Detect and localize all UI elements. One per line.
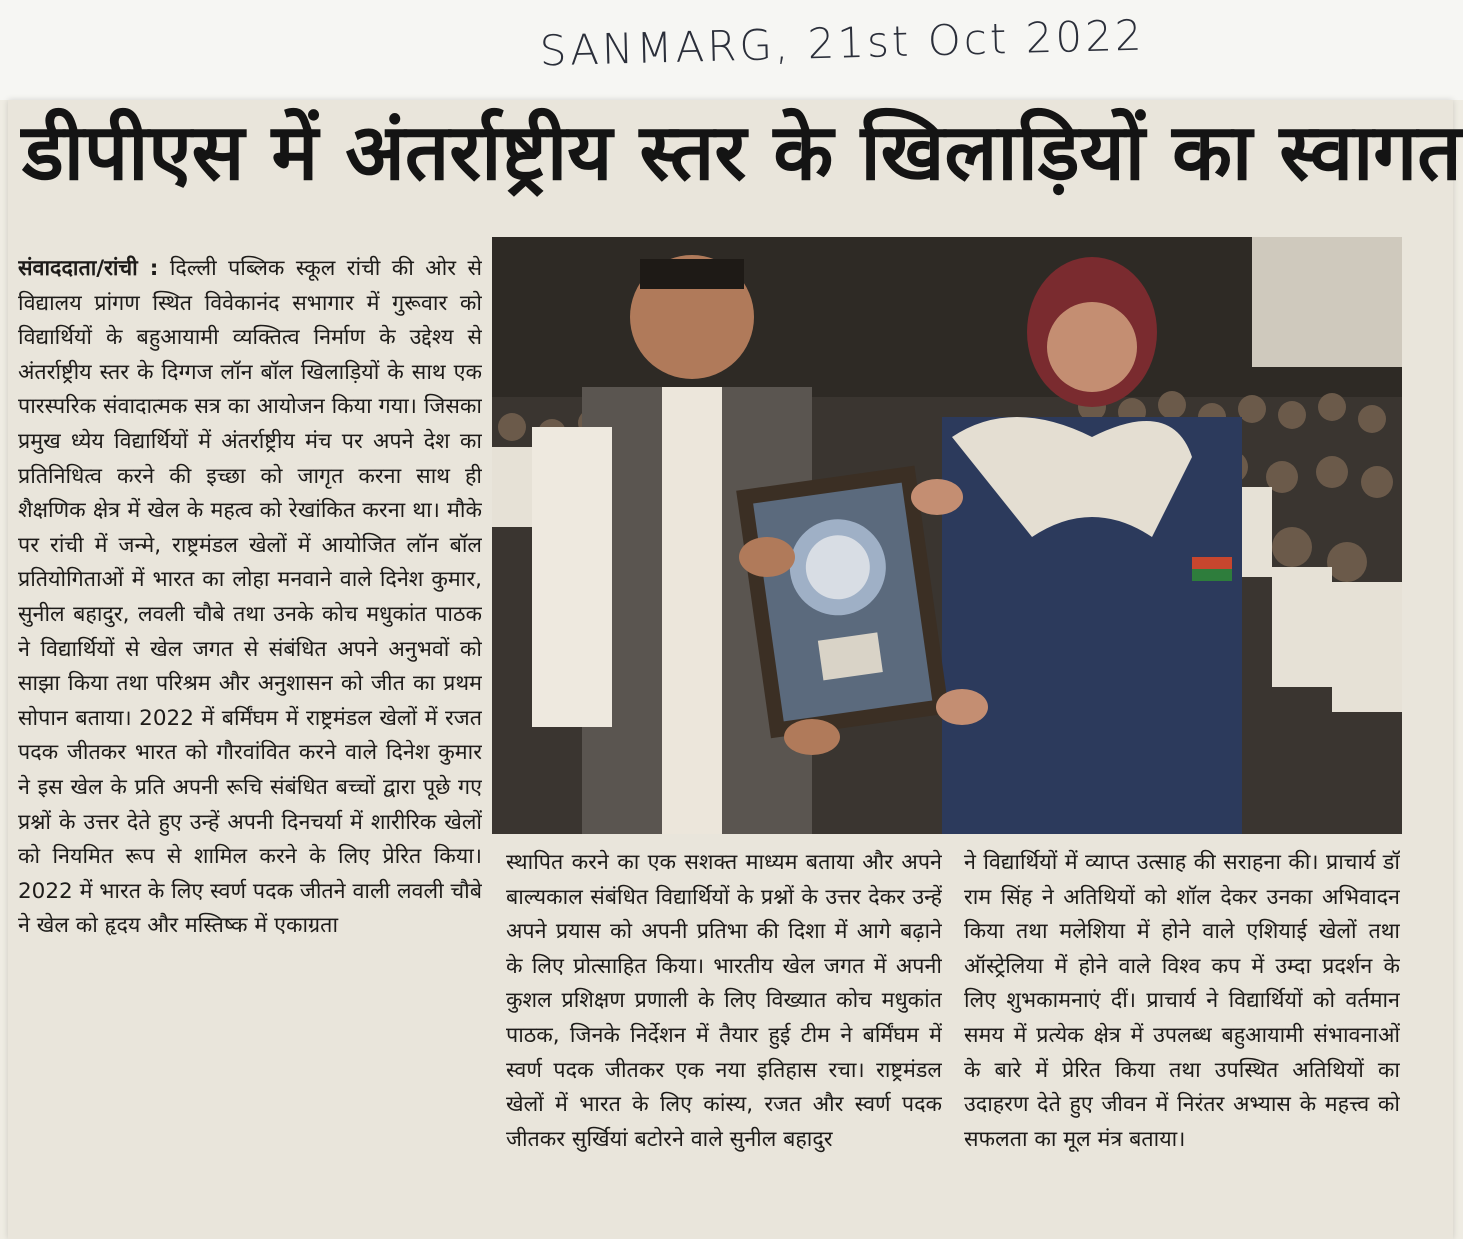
article-column-2: स्थापित करने का एक सशक्त माध्यम बताया और अपने बाल्यकाल संबंधित विद्यार्थियों के प्रश्नों के उत्तर देकर उन्हें अपने प्रयास को अपनी प्रतिभा की दिशा में आगे बढ़ाने के लिए प्रोत्साहित किया। भारतीय खेल जगत में अपनी कुशल प्रशिक्षण प्रणाली के लिए विख्यात कोच मधुकांत पाठक, जिनके निर्देशन में तैयार हुई टीम ने बर्मिंघम में स्वर्ण पदक जीतकर एक नया इतिहास रचा। राष्ट्रमंडल खेलों में भारत के लिए कांस्य, रजत और स्वर्ण पदक जीतकर सुर्खियां बटोरने वाले सुनील बहादुर: [506, 850, 942, 1152]
newspaper-clipping: [8, 100, 1462, 1239]
photo-illustration: [492, 237, 1402, 834]
column-1-text: दिल्ली पब्लिक स्कूल रांची की ओर से विद्यालय प्रांगण स्थित विवेकानंद सभागार में गुरूवार को विद्यार्थियों के बहुआयामी व्यक्तित्व निर्माण के उद्देश्य से अंतर्राष्ट्रीय स्तर के दिग्गज लॉन बॉल खिलाड़ियों के साथ एक पारस्परिक संवादात्मक सत्र का आयोजन किया गया। जिसका प्रमुख ध्येय विद्यार्थियों में अंतर्राष्ट्रीय मंच पर अपने देश का प्रतिनिधित्व करने की इच्छा को जागृत करना साथ ही शैक्षणिक क्षेत्र में खेल के महत्व को रेखांकित करना था। मौके पर रांची में जन्मे, राष्ट्रमंडल खेलों में आयोजित लॉन बॉल प्रतियोगिताओं में भारत का लोहा मनवाने वाले दिनेश कुमार, सुनील बहादुर, लवली चौबे तथा उनके कोच मधुकांत पाठक ने विद्यार्थियों से खेल जगत से संबंधित अपने अनुभवों को साझा किया तथा परिश्रम और अनुशासन को जीत का प्रथम सोपान बताया। 2022 में बर्मिंघम में राष्ट्रमंडल खेलों में रजत पदक जीतकर भारत को गौरवांवित करने वाले दिनेश कुमार ने इस खेल के प्रति अपनी रूचि संबंधित बच्चों द्वारा पूछे गए प्रश्नों के उत्तर देते हुए उन्हें अपनी दिनचर्या में शारीरिक खेलों को नियमित रूप से शामिल करने के लिए प्रेरित किया। 2022 में भारत के लिए स्वर्ण पदक जीतने वाली लवली चौबे ने खेल को हृदय और मस्तिष्क में एकाग्रता: [18, 256, 482, 939]
article-column-3: ने विद्यार्थियों में व्याप्त उत्साह की सराहना की। प्राचार्य डॉ राम सिंह ने अतिथियों को शॉल देकर उनका अभिवादन किया तथा मलेशिया में होने वाले एशियाई खेलों तथा ऑस्ट्रेलिया में होने वाले विश्व कप में उम्दा प्रदर्शन के लिए शुभकामनाएं दीं। प्राचार्य ने विद्यार्थियों को वर्तमान समय में प्रत्येक क्षेत्र में उपलब्ध बहुआयामी संभावनाओं के बारे में प्रेरित किया तथा उपस्थित अतिथियों का उदाहरण देते हुए जीवन में निरंतर अभ्यास के महत्त्व को सफलता का मूल मंत्र बताया।: [964, 850, 1400, 1152]
article-column-1: [18, 252, 482, 1232]
news-photo: [492, 237, 1402, 834]
byline: संवाददाता/रांची :: [18, 256, 159, 281]
headline: डीपीएस में अंतर्राष्ट्रीय स्तर के खिलाड़ियों का स्वागत: [22, 108, 1462, 198]
handwritten-date-note: SANMARG, 21st Oct 2022: [539, 10, 1146, 76]
